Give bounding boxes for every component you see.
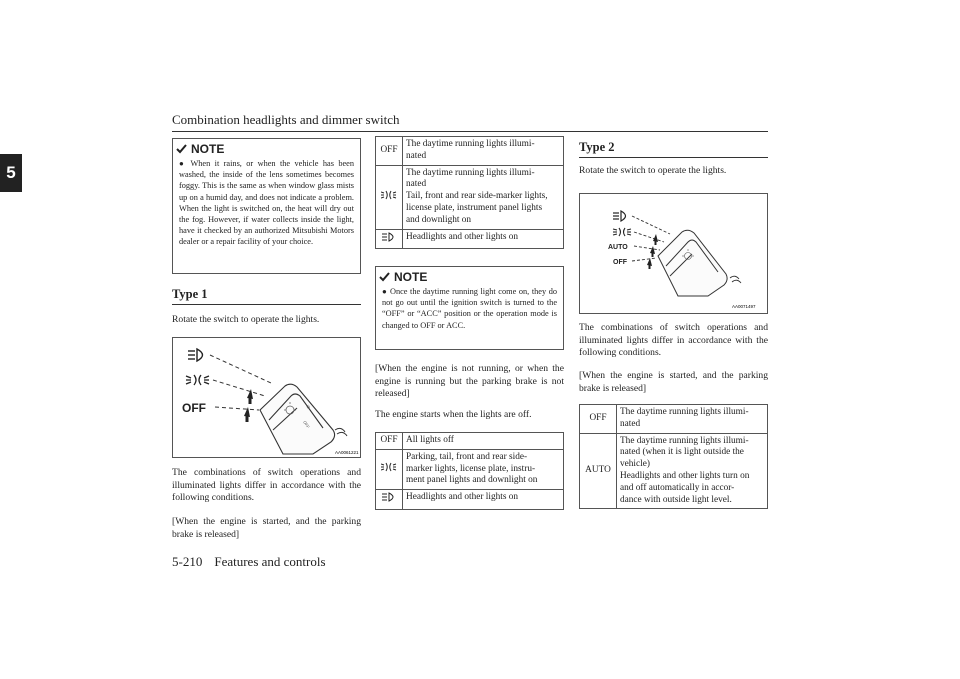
figure-code: AA0061221 [335,450,359,455]
table-value: Headlights and other lights on [403,229,564,249]
footer-section: Features and controls [214,554,326,569]
note-header [176,142,360,156]
note-text: Once the daytime running light come on, they do not go out until the ignition switch is turned to the “OFF” or “ACC” position or the operation mode is changed to OFF or ACC. [382,287,557,330]
page-header-title: Combination headlights and dimmer switch [172,112,400,127]
auto-label: AUTO [608,244,628,251]
header-rule [172,131,768,132]
type2-rotate-text: Rotate the switch to operate the lights. [579,165,727,176]
type2-title: Type 2 [579,140,615,154]
svg-text:OFF: OFF [302,419,311,430]
table-value: The daytime running lights illumi- nated [403,137,564,166]
side-marker-icon [186,375,209,385]
headlight-icon [613,211,626,221]
table-key: OFF [376,137,403,166]
side-marker-icon [381,190,397,200]
headlight-icon [188,349,203,361]
table-row [376,229,564,249]
table-row [376,433,564,450]
page-number: 5-210 [172,554,203,569]
type1-light-table-2 [375,432,564,510]
switch-stalk [658,230,727,296]
type1-combos-text: The combinations of switch operations and illuminated lights differ in accordance with the following conditions. [172,467,361,504]
table-value: The daytime running lights illumi- nated Tail, front and rear side-marker lights, license plate, instrument panel lights and downlight on [403,165,564,229]
side-marker-icon [381,462,397,472]
headlight-icon [381,492,397,502]
table-key: AUTO [580,433,617,509]
fog-icon [335,428,347,436]
fog-icon [730,276,741,283]
type1-rule [172,304,361,305]
table-key [376,165,403,229]
note-item [179,158,354,248]
note-check-icon [379,272,390,282]
type2-combos-text: The combinations of switch operations and illuminated lights differ in accordance with the following conditions. [579,322,768,359]
note-box-2 [375,266,564,350]
note-check-icon [176,144,187,154]
type2-condition-text: [When the engine is started, and the parking brake is released] [579,370,768,394]
table-key [376,229,403,249]
note-header [379,270,563,284]
switch-stalk [260,384,335,454]
table-key: OFF [580,405,617,434]
rotate-arrow-icon [244,389,253,422]
note-label: NOTE [191,142,225,156]
table-value: All lights off [403,433,564,450]
table-value: Parking, tail, front and rear side- marker lights, license plate, instru- ment panel lights and downlight on [403,449,564,489]
chapter-tab[interactable]: 5 [0,154,22,192]
type1-rotate-text: Rotate the switch to operate the lights. [172,314,320,325]
bullet-icon: ● [179,159,187,168]
engine-starts-text: The engine starts when the lights are off. [375,409,532,420]
type2-switch-figure [579,193,768,314]
note-text: When it rains, or when the vehicle has been washed, the inside of the lens sometimes becomes foggy. This is the same as when window glass mists up on a humid day, and does not indicate a problem. When the light is switched on, the heat will dry out the fog. However, if water collects inside the light, have it checked by an authorized Mitsubishi Motors dealer or a repair facility of your choice. [179,159,354,247]
table-row [376,490,564,510]
table-value: Headlights and other lights on [403,490,564,510]
table-row [580,433,768,509]
type1-title: Type 1 [172,287,208,301]
table-row [580,405,768,434]
type2-light-table [579,404,768,509]
note-item [382,286,557,331]
type1-condition-text: [When the engine is started, and the parking brake is released] [172,516,361,540]
col2-condition-text: [When the engine is not running, or when the engine is running but the parking brake is not released] [375,363,564,400]
table-value: The daytime running lights illumi- nated (when it is light outside the vehicle) Headlights and other lights turn on and off automatically in accor- dance with outside light level. [617,433,768,509]
type1-light-table-1 [375,136,564,249]
bullet-icon: ● [382,287,388,296]
table-row [376,449,564,489]
table-value: The daytime running lights illumi- nated [617,405,768,434]
rotate-arrow-icon [647,234,658,269]
table-row [376,137,564,166]
table-row [376,165,564,229]
type2-rule [579,157,768,158]
off-label: OFF [613,259,627,266]
svg-text:ID: ID [305,403,312,410]
table-key: OFF [376,433,403,450]
headlight-icon [381,232,397,242]
type1-switch-figure [172,337,361,458]
note-label: NOTE [394,270,428,284]
side-marker-icon [613,228,631,236]
off-label: OFF [182,401,206,415]
table-key [376,490,403,510]
table-key [376,449,403,489]
note-box-1 [172,138,361,274]
page-footer [172,554,326,570]
figure-code: AA0071497 [732,304,756,309]
